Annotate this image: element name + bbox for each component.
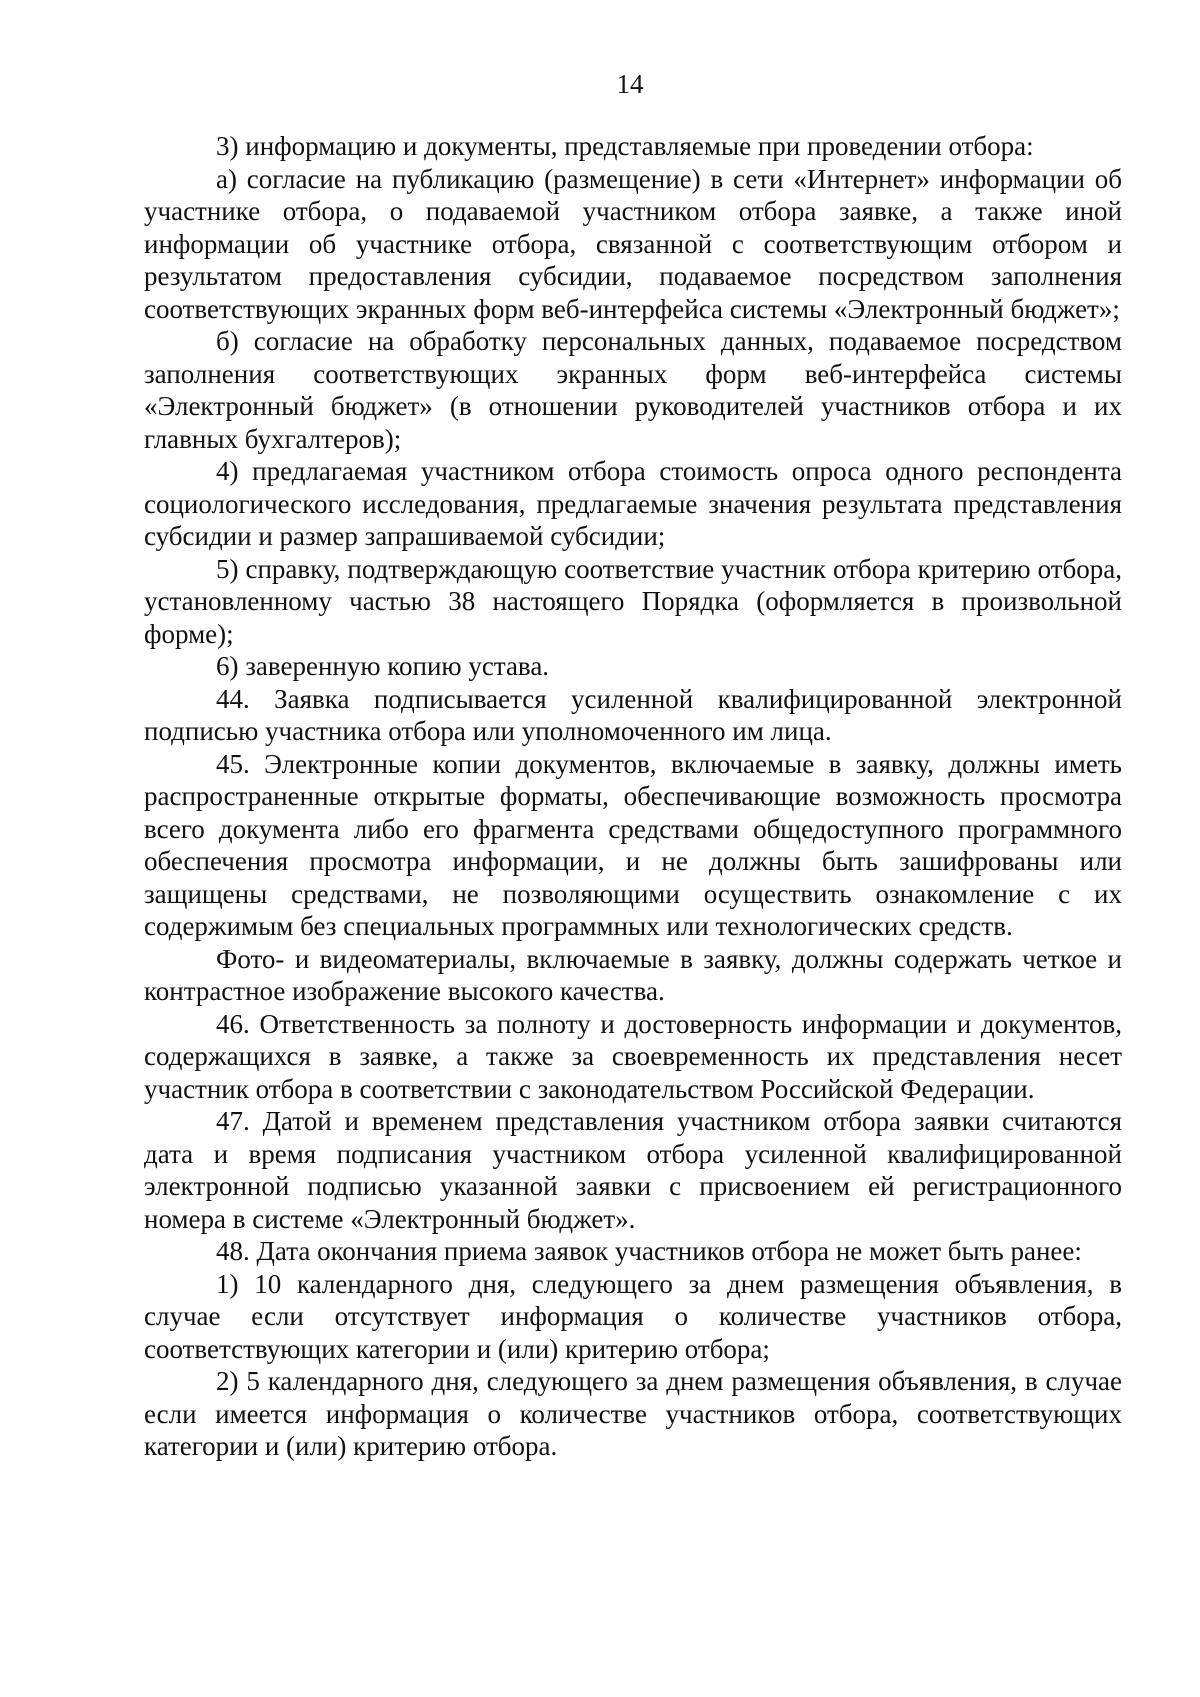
paragraph-clause-45: 45. Электронные копии документов, включаемые в заявку, должны иметь распространенные открытые форматы, обеспечивающие возможность просмотра всего документа либо его фрагмента средствами общедоступного программного обеспечения просмотра информации, и не должны быть зашифрованы или защищены средствами, не позволяющими осуществить ознакомление с их содержимым без специальных программных или технологических средств. [144,748,1122,941]
paragraph-item-6: 6) заверенную копию устава. [216,651,550,681]
document-body [144,130,1122,1463]
paragraph-clause-48-item-2: 2) 5 календарного дня, следующего за днем размещения объявления, в случае если имеется информация о количестве участников отбора, соответствующих категории и (или) критерию отбора. [144,1366,1122,1461]
paragraph-clause-48: 48. Дата окончания приема заявок участников отбора не может быть ранее: [216,1236,1082,1266]
paragraph-subitem-a: а) согласие на публикацию (размещение) в сети «Интернет» информации об участнике отбора, о подаваемой участником отбора заявке, а также иной информации об участнике отбора, связанной с соответствующим отбором и результатом предоставления субсидии, подаваемое посредством заполнения соответствующих экранных форм веб-интерфейса системы «Электронный бюджет»; [144,163,1122,324]
paragraph-clause-45-media: Фото- и видеоматериалы, включаемые в заявку, должны содержать четкое и контрастное изображение высокого качества. [144,943,1122,1006]
paragraph-subitem-b: б) согласие на обработку персональных данных, подаваемое посредством заполнения соответствующих экранных форм веб-интерфейса системы «Электронный бюджет» (в отношении руководителей участников отбора и их главных бухгалтеров); [144,326,1122,454]
paragraph-item-4: 4) предлагаемая участником отбора стоимость опроса одного респондента социологического исследования, предлагаемые значения результата представления субсидии и размер запрашиваемой субсидии; [144,456,1122,551]
paragraph-clause-47: 47. Датой и временем представления участником отбора заявки считаются дата и время подписания участником отбора усиленной квалифицированной электронной подписью указанной заявки с присвоением ей регистрационного номера в системе «Электронный бюджет». [144,1106,1122,1234]
page-number: 14 [616,69,644,99]
paragraph-item-3: 3) информацию и документы, представляемые при проведении отбора: [216,131,1034,161]
paragraph-clause-44: 44. Заявка подписывается усиленной квалифицированной электронной подписью участника отбора или уполномоченного им лица. [144,683,1122,746]
paragraph-item-5: 5) справку, подтверждающую соответствие участник отбора критерию отбора, установленному частью 38 настоящего Порядка (оформляется в произвольной форме); [144,553,1122,649]
paragraph-clause-46: 46. Ответственность за полноту и достоверность информации и документов, содержащихся в заявке, а также за своевременность их представления несет участник отбора в соответствии с законодательством Российской Федерации. [144,1008,1122,1104]
paragraph-clause-48-item-1: 1) 10 календарного дня, следующего за днем размещения объявления, в случае если отсутствует информация о количестве участников отбора, соответствующих категории и (или) критерию отбора; [144,1268,1122,1364]
